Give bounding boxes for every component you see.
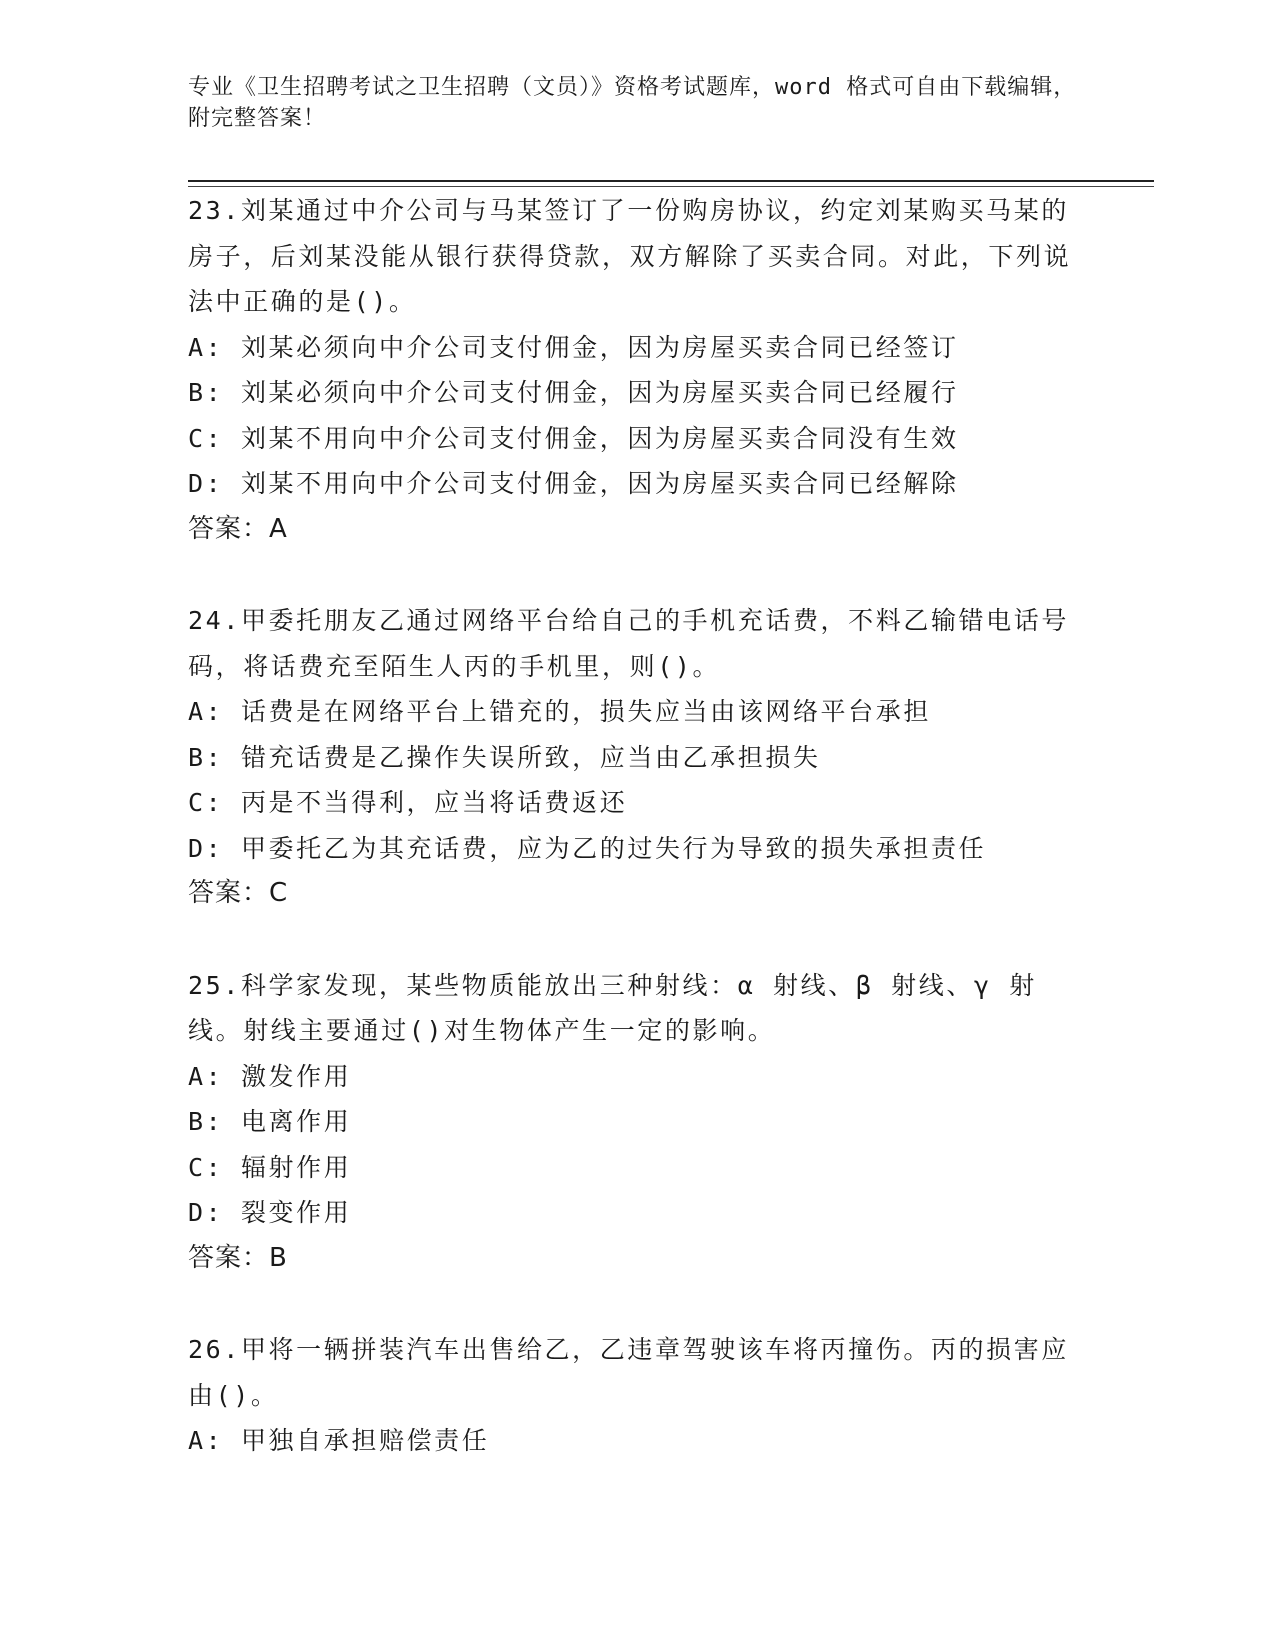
option-a: A: 话费是在网络平台上错充的，损失应当由该网络平台承担 (188, 697, 931, 726)
question-23 (188, 188, 1088, 552)
option-b: B: 电离作用 (188, 1107, 352, 1136)
question-24 (188, 598, 1088, 917)
option-d: D: 裂变作用 (188, 1198, 352, 1227)
question-25 (188, 963, 1088, 1282)
question-stem: 25.科学家发现，某些物质能放出三种射线：α 射线、β 射线、γ 射线。射线主要通过()对生物体产生一定的影响。 (188, 970, 1037, 1045)
answer-line: 答案：B (188, 1242, 288, 1273)
header-divider-thick (188, 180, 1154, 182)
document-header: 专业《卫生招聘考试之卫生招聘（文员）》资格考试题库，word 格式可自由下载编辑，附完整答案！ (188, 75, 1077, 131)
question-list (188, 188, 1088, 1464)
question-stem: 23.刘某通过中介公司与马某签订了一份购房协议，约定刘某购买马某的房子，后刘某没能从银行获得贷款，双方解除了买卖合同。对此，下列说法中正确的是()。 (188, 196, 1072, 316)
answer-line: 答案：A (188, 513, 288, 544)
option-c: C: 辐射作用 (188, 1152, 352, 1182)
option-a: A: 刘某必须向中介公司支付佣金，因为房屋买卖合同已经签订 (188, 332, 959, 362)
option-c: C: 刘某不用向中介公司支付佣金，因为房屋买卖合同没有生效 (188, 423, 959, 453)
question-stem: 26.甲将一辆拼装汽车出售给乙，乙违章驾驶该车将丙撞伤。丙的损害应由()。 (188, 1335, 1069, 1410)
option-a: A: 激发作用 (188, 1061, 352, 1091)
question-gap (188, 552, 1088, 598)
answer-line: 答案：C (188, 878, 289, 908)
question-gap (188, 917, 1088, 963)
option-a: A: 甲独自承担赔偿责任 (188, 1426, 490, 1455)
question-gap (188, 1281, 1088, 1327)
option-d: D: 刘某不用向中介公司支付佣金，因为房屋买卖合同已经解除 (188, 469, 959, 498)
option-b: B: 错充话费是乙操作失误所致，应当由乙承担损失 (188, 742, 821, 772)
option-c: C: 丙是不当得利，应当将话费返还 (188, 788, 628, 817)
header-divider-thin (188, 186, 1154, 187)
question-stem: 24.甲委托朋友乙通过网络平台给自己的手机充话费，不料乙输错电话号码，将话费充至陌生人丙的手机里，则()。 (188, 606, 1069, 681)
option-d: D: 甲委托乙为其充话费，应为乙的过失行为导致的损失承担责任 (188, 833, 987, 863)
option-b: B: 刘某必须向中介公司支付佣金，因为房屋买卖合同已经履行 (188, 378, 959, 407)
question-26 (188, 1327, 1088, 1464)
